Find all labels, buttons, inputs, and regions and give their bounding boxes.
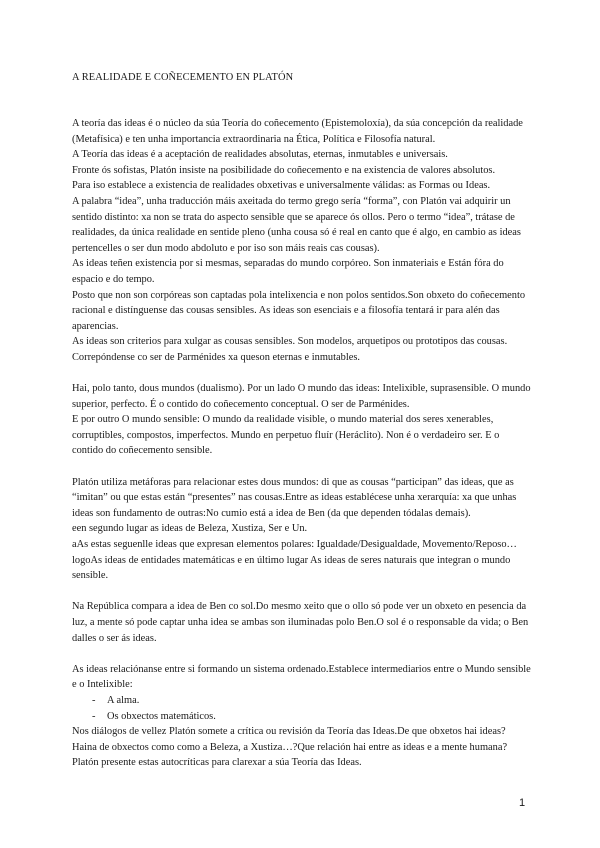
paragraph: Platón utiliza metáforas para relacionar estes dous mundos: di que as cousas “participan” das ideas, que as “imitan” ou que estas están “presentes” nas cousas.Entre as ideas establécese unha xerarquía: xa que unhas ideas son fundamento de outras:No cumio está a idea de Ben (da que dependen tódalas demais). <box>72 476 517 519</box>
paragraph-gap <box>72 584 532 600</box>
paragraph: Na República compara a idea de Ben co sol.Do mesmo xeito que o ollo só pode ver un obxeto en pesencia da luz, a mente só pode captar unha idea se ambas son iluminadas polo Ben.O sol é o responsable da vida; o Ben dalles o ser ás ideas. <box>72 601 529 644</box>
paragraph: Nos diálogos de vellez Platón somete a crítica ou revisión da Teoría das Ideas.De que obxetos hai ideas? Haina de obxectos como como a Beleza, a Xustiza…?Que relación hai entre as ideas e a mente humana?Platón presente estas autocríticas para clarexar a súa Teoría das Ideas. <box>72 726 508 769</box>
paragraph: A palabra “idea”, unha traducción máis axeitada do termo grego sería “forma”, con Platón vai adquirir un sentido distinto: xa non se trata do aspecto sensible que se aparece ós ollos. Pero o termo “idea”, trátase de realidades, da única realidade en sentide pleno (unha cousa só é real en canto que é algo, en cambio as ideas pertencelles o ser dun modo abdoluto e por iso son máis reais cas cousas). <box>72 195 521 254</box>
document-body <box>72 116 532 771</box>
paragraph: een segundo lugar as ideas de Beleza, Xustiza, Ser e Un. <box>72 523 308 535</box>
paragraph: As ideas son criterios para xulgar as cousas sensibles. Son modelos, arquetipos ou prototipos das cousas. Correpóndense co ser de Parménides xa queson eternas e inmutables. <box>72 336 508 363</box>
list-dash: - <box>92 694 96 706</box>
paragraph: As ideas relaciónanse entre si formando un sistema ordenado.Establece intermediarios entre o Mundo sensible e o Intelixible: <box>72 663 531 691</box>
paragraph: Fronte ós sofistas, Platón insiste na posibilidade do coñecemento e na existencia de valores absolutos. <box>72 164 496 176</box>
paragraph: As ideas teñen existencia por si mesmas, separadas do mundo corpóreo. Son inmateriais e Están fóra do espacio e do tempo. <box>72 258 504 285</box>
paragraph: aAs estas seguenlle ideas que expresan elementos polares: Igualdade/Desigualdade, Movemento/Reposo…logoAs ideas de entidades matemáticas e en último lugar As ideas de seres naturais que integran o mundo sensible. <box>72 539 517 582</box>
paragraph-gap <box>72 366 532 382</box>
paragraph-gap <box>72 646 532 662</box>
page-number: 1 <box>519 797 526 809</box>
paragraph: E por outro O mundo sensible: O mundo da realidade visible, o mundo material dos seres xenerables, corruptibles, compostos, imperfectos. Mundo en perpetuo fluír (Heráclito). Non é o verdadeiro ser. E o contido do coñecemento sensible. <box>72 414 500 457</box>
document-title: A REALIDADE E COÑECEMENTO EN PLATÓN <box>72 72 294 83</box>
list-item <box>72 709 532 725</box>
list-item-text: Os obxectos matemáticos. <box>107 710 216 722</box>
intermediaries-list <box>72 693 532 724</box>
paragraph: Hai, polo tanto, dous mundos (dualismo). Por un lado O mundo das ideas: Intelixible, suprasensible. O mundo superior, perfecto. É o contido do coñecemento conceptual. O ser de Parménides. <box>72 383 531 410</box>
paragraph-gap <box>72 459 532 475</box>
list-item <box>72 693 532 709</box>
paragraph: Para iso establece a existencia de realidades obxetivas e universalmente válidas: as Formas ou Ideas. <box>72 180 491 192</box>
paragraph: A Teoría das ideas é a aceptación de realidades absolutas, eternas, inmutables e universais. <box>72 149 448 161</box>
paragraph: A teoría das ideas é o núcleo da súa Teoría do coñecemento (Epistemoloxía), da súa concepción da realidade (Metafísica) e ten unha importancia extraordinaria na Ética, Política e Filosofía natural. <box>72 118 523 145</box>
list-item-text: A alma. <box>107 694 140 706</box>
list-dash: - <box>92 710 96 722</box>
paragraph: Posto que non son corpóreas son captadas pola intelixencia e non polos sentidos.Son obxeto do coñecemento racional e distínguense das cousas sensibles. As ideas son esenciais e a filosofía tentará ir para alén das aparencias. <box>72 289 526 332</box>
